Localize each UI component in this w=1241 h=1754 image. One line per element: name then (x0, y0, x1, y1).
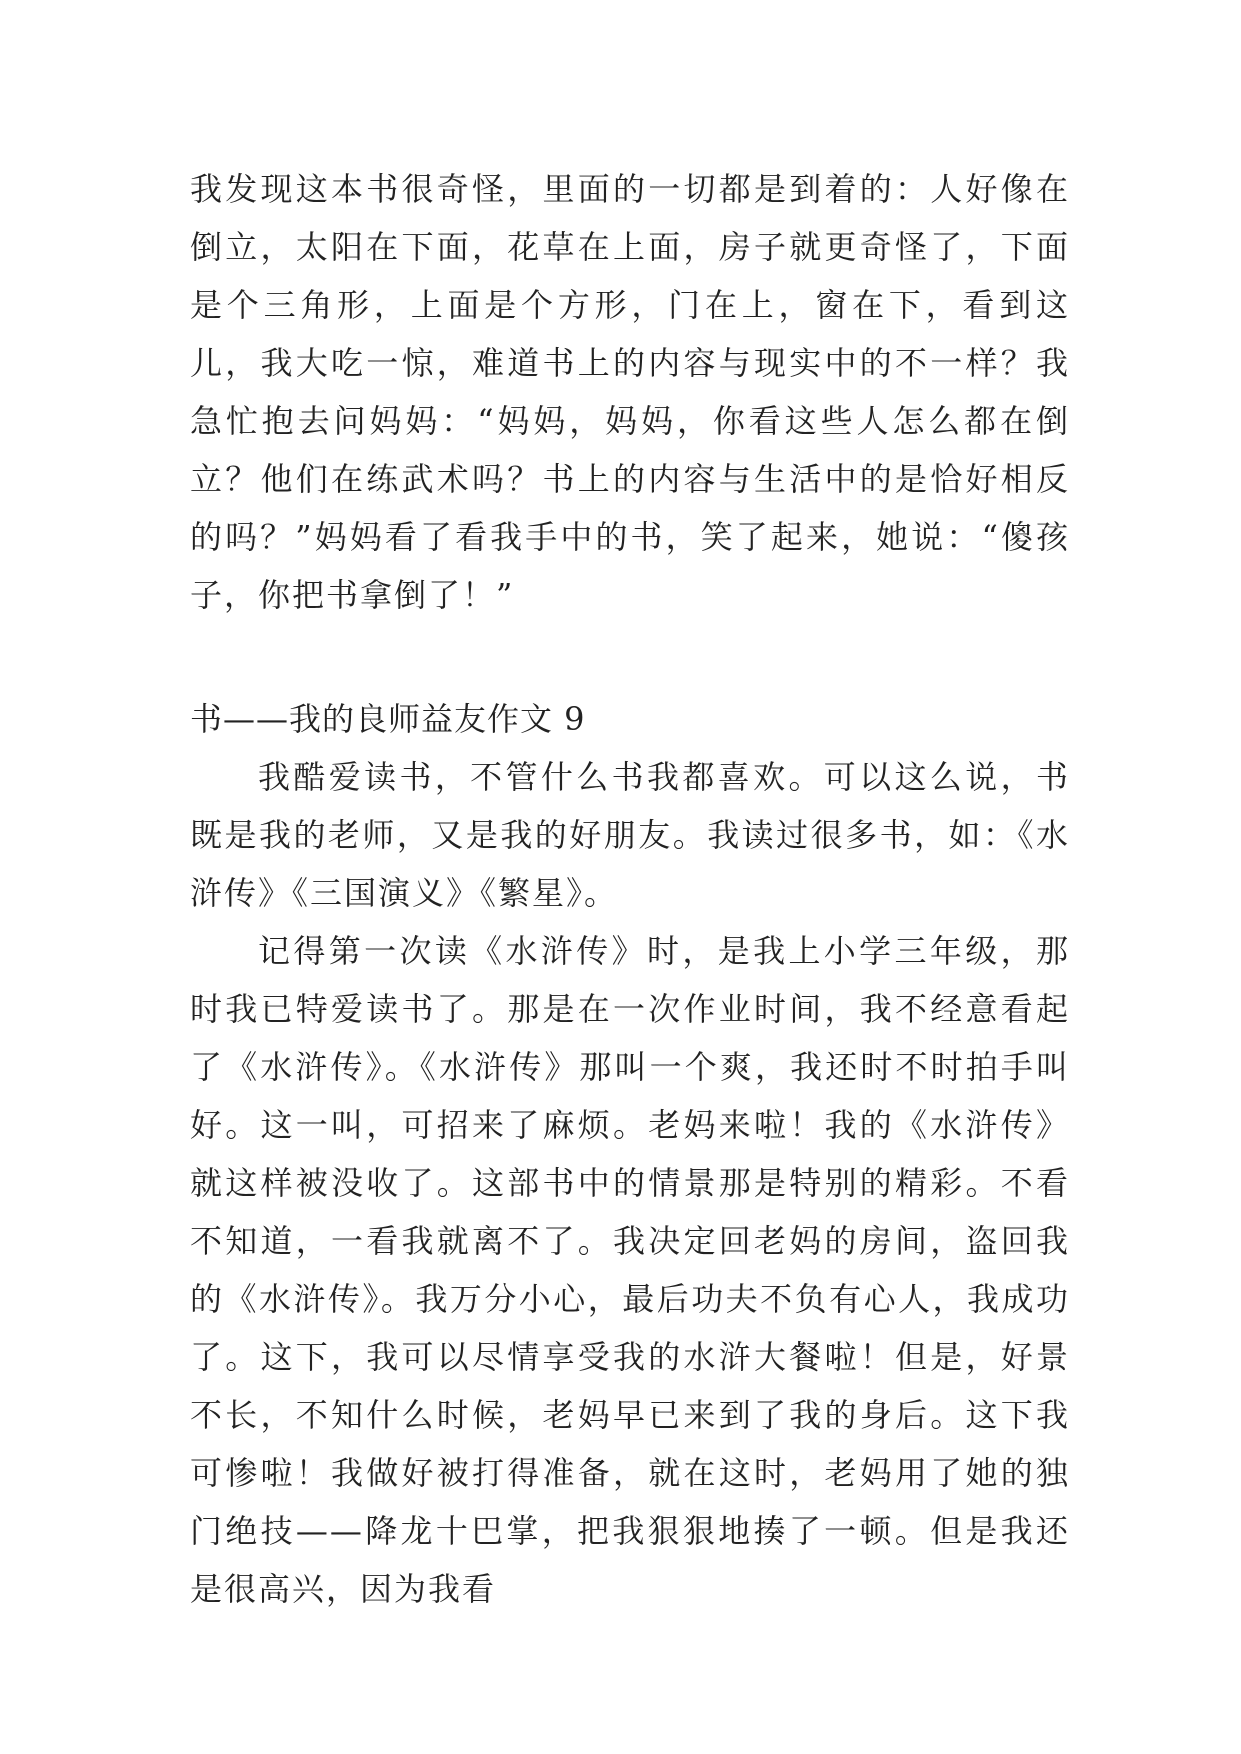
paragraph-2: 记得第一次读《水浒传》时，是我上小学三年级，那时我已特爱读书了。那是在一次作业时间，我不经意看起了《水浒传》。《水浒传》那叫一个爽，我还时不时拍手叫好。这一叫，可招来了麻烦。老妈来啦！我的《水浒传》就这样被没收了。这部书中的情景那是特别的精彩。不看不知道，一看我就离不了。我决定回老妈的房间，盗回我的《水浒传》。我万分小心，最后功夫不负有心人，我成功了。这下，我可以尽情享受我的水浒大餐啦！但是，好景不长，不知什么时候，老妈早已来到了我的身后。这下我可惨啦！我做好被打得准备，就在这时，老妈用了她的独门绝技——降龙十巴掌，把我狠狠地揍了一顿。但是我还是很高兴，因为我看 (190, 932, 1070, 1608)
paragraph-1: 我酷爱读书，不管什么书我都喜欢。可以这么说，书既是我的老师，又是我的好朋友。我读过很多书，如：《水浒传》《三国演义》《繁星》。 (190, 758, 1070, 912)
essay-title: 书——我的良师益友作文 9 (190, 700, 586, 738)
previous-essay-ending (190, 160, 1070, 624)
continuation-paragraph: 我发现这本书很奇怪，里面的一切都是到着的：人好像在倒立，太阳在下面，花草在上面，房子就更奇怪了，下面是个三角形，上面是个方形，门在上，窗在下，看到这儿，我大吃一惊，难道书上的内容与现实中的不一样？我急忙抱去问妈妈：“妈妈，妈妈，你看这些人怎么都在倒立？他们在练武术吗？书上的内容与生活中的是恰好相反的吗？”妈妈看了看我手中的书，笑了起来，她说：“傻孩子，你把书拿倒了！” (190, 170, 1070, 614)
essay-section (190, 690, 1070, 1618)
